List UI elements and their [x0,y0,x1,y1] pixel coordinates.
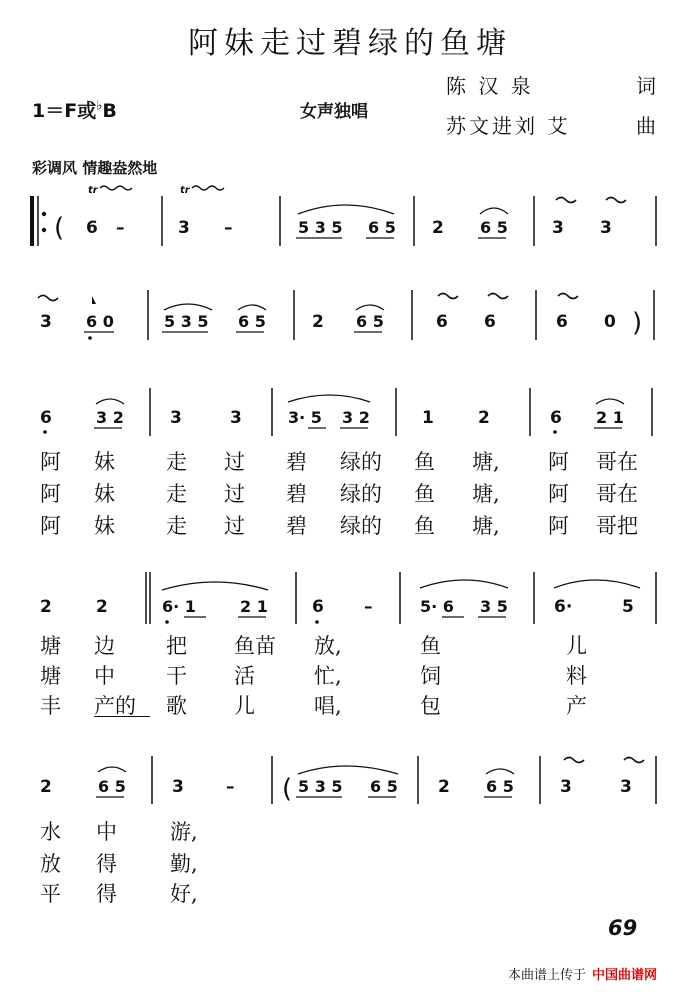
turn-icon [606,198,626,203]
note: 3 5 [480,597,508,616]
note: 6 5 [480,218,508,237]
note: 3 2 [96,408,124,427]
repeat-dot [42,228,46,232]
slur [486,769,514,774]
note: 6 5 [370,777,398,796]
lyric: 中 [96,820,117,844]
note: 3 [178,218,190,238]
octave-dot [315,620,319,624]
lyricist-role: 词 [636,74,659,98]
note: 2 [438,777,450,797]
lyric: 忙, [314,664,342,688]
slur [298,766,398,774]
page-number: 69 [608,916,638,940]
note: 6 [436,312,448,332]
lyric: 鱼 [414,482,435,506]
lyric: 过 [224,450,245,474]
note: 6 5 [356,312,384,331]
dash: – [364,597,373,617]
paren-open: ( [54,213,65,243]
note: 3 2 [342,408,370,427]
paren-open: ( [282,774,293,804]
key-note: B [102,100,117,122]
lyric: 丰 [40,694,61,718]
lyric: 包 [420,694,441,718]
system-5 [40,756,656,804]
note: 5 3 5 [298,777,343,796]
lyric: 碧 [286,450,307,474]
lyric: 平 [40,882,61,906]
lyric: 把 [166,634,187,658]
slur [298,205,394,214]
lyric: 塘, [472,482,500,506]
octave-dot [43,430,47,434]
lyric: 鱼苗 [234,634,276,658]
note: 5 3 5 [298,218,343,237]
accent-icon [92,296,96,304]
lyric: 产 [566,694,587,718]
lyric: 过 [224,514,245,538]
song-title: 阿妹走过碧绿的鱼塘 [188,26,512,61]
note: 6 [550,408,562,428]
underline [94,716,150,717]
lyric: 得 [96,882,117,906]
lyric: 唱, [314,694,342,718]
lyric: 碧 [286,482,307,506]
note: 6 [86,218,98,238]
turn-icon [38,296,58,301]
lyric: 鱼 [414,514,435,538]
note: 1 [422,408,434,428]
turn-icon [556,198,576,203]
repeat-bar-thick [30,196,34,246]
note: 3 [620,777,632,797]
note: 6 5 [98,777,126,796]
lyric: 绿的 [340,450,382,474]
trill-icon [180,185,224,196]
trill-label: tr [180,185,190,196]
lyric: 碧 [286,514,307,538]
turn-icon [624,758,644,763]
voice-type: 女声独唱 [300,102,368,122]
note: 6 [40,408,52,428]
lyric: 哥在 [596,482,638,506]
note: 6 0 [86,312,114,331]
lyric: 得 [96,852,117,876]
composer-role: 曲 [636,114,659,138]
lyric: 走 [166,450,187,474]
lyric: 阿 [548,514,569,538]
tempo-marking: 彩调风 情趣盎然地 [32,159,158,177]
lyric: 阿 [40,514,61,538]
lyric: 哥把 [596,514,638,538]
lyric: 歌 [166,694,187,718]
note: 6 5 [486,777,514,796]
lyric: 阿 [548,450,569,474]
system-1 [30,185,656,246]
note: 6 [556,312,568,332]
note: 2 [40,777,52,797]
system-4 [40,572,656,624]
slur [162,582,268,590]
system-3 [40,388,652,436]
dash: – [116,218,125,238]
flat-sign: ♭ [96,98,103,114]
lyric: 过 [224,482,245,506]
note: 6· 1 [162,597,196,616]
lyric: 鱼 [414,450,435,474]
slur [96,399,124,404]
lyric: 勤, [170,852,198,876]
key-main: 1＝F或 [32,100,97,122]
note: 3 [172,777,184,797]
lyric: 好, [170,882,198,906]
slur [554,580,640,588]
lyric: 妹 [94,482,115,506]
lyric: 阿 [548,482,569,506]
lyric: 塘, [472,514,500,538]
note: 3 [560,777,572,797]
lyric: 走 [166,482,187,506]
note: 2 1 [596,408,624,427]
note: 2 [40,597,52,617]
slur [164,304,212,310]
lyric: 产的 [94,694,136,718]
slur [480,208,508,214]
lyric: 干 [166,664,187,688]
note: 6· [554,597,573,617]
note: 2 [478,408,490,428]
trill-label: tr [88,185,98,196]
turn-icon [558,294,578,299]
note: 3 [230,408,242,428]
lyric: 边 [94,634,115,658]
dash: – [224,218,233,238]
note: 2 [312,312,324,332]
turn-icon [488,294,508,299]
composer-name: 苏文进刘 艾 [446,114,571,138]
lyric: 儿 [234,694,255,718]
slur [98,767,126,772]
turn-icon [438,294,458,299]
trill-icon [88,185,132,196]
lyric: 游, [170,820,198,844]
lyric: 妹 [94,450,115,474]
lyric: 放 [40,852,61,876]
lyric: 放, [314,634,342,658]
lyric: 绿的 [340,482,382,506]
repeat-dot [42,212,46,216]
octave-dot [553,430,557,434]
note: 0 [604,312,616,332]
note: 2 1 [240,597,268,616]
lyric: 阿 [40,482,61,506]
note: 2 [96,597,108,617]
note: 6 5 [238,312,266,331]
note: 3 [600,218,612,238]
octave-dot [165,620,169,624]
note: 3· 5 [288,408,322,427]
system-2 [38,290,654,340]
slur [356,305,384,310]
lyric: 阿 [40,450,61,474]
lyric: 妹 [94,514,115,538]
note: 5 [622,597,634,617]
slur [420,580,508,588]
turn-icon [564,758,584,763]
slur [238,305,266,310]
dash: – [226,777,235,797]
lyric: 绿的 [340,514,382,538]
note: 5· 6 [420,597,454,616]
lyric: 哥在 [596,450,638,474]
watermark-text: 本曲谱上传于 [508,968,587,983]
slur [596,399,624,404]
lyric: 活 [234,664,255,688]
lyric: 鱼 [420,634,441,658]
lyric: 塘, [472,450,500,474]
lyric: 料 [566,664,587,688]
note: 3 [170,408,182,428]
note: 5 3 5 [164,312,209,331]
octave-dot [88,336,92,340]
lyric: 塘 [40,664,61,688]
note: 6 [484,312,496,332]
lyric: 中 [94,664,115,688]
lyric: 饲 [420,664,441,688]
lyric: 走 [166,514,187,538]
watermark-logo: 中国曲谱网 [592,968,658,983]
note: 3 [40,312,52,332]
note: 6 [312,597,324,617]
note: 6 5 [368,218,396,237]
lyric: 塘 [40,634,61,658]
slur [288,395,370,402]
lyricist-name: 陈 汉 泉 [446,74,534,98]
lyric: 水 [40,820,61,844]
note: 2 [432,218,444,238]
note: 3 [552,218,564,238]
lyric: 儿 [566,634,587,658]
paren-close: ) [632,308,643,338]
